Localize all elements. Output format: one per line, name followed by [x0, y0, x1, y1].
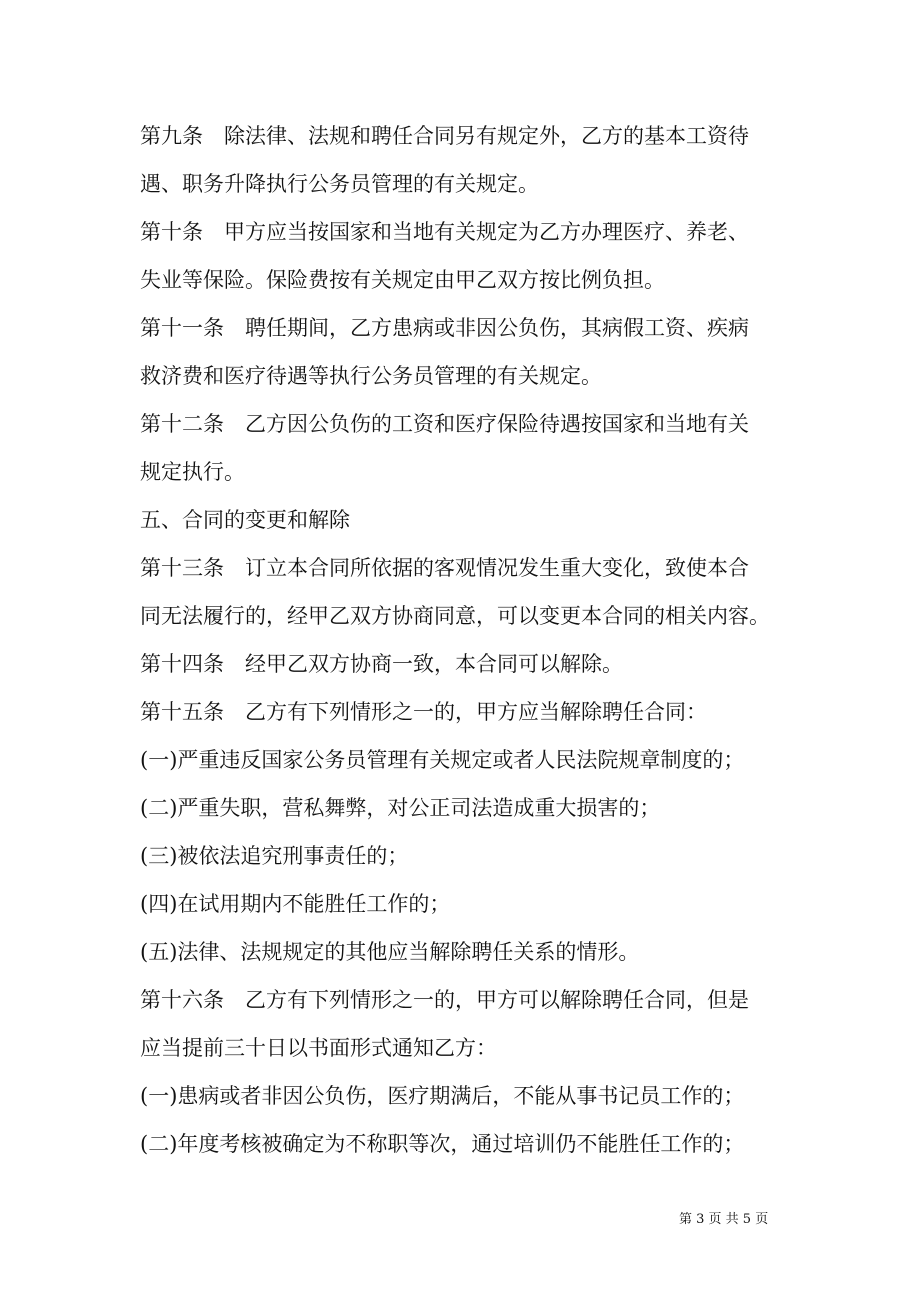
paragraph-line: 第十六条 乙方有下列情形之一的，甲方可以解除聘任合同，但是: [140, 988, 749, 1012]
paragraph-line: 第十五条 乙方有下列情形之一的，甲方应当解除聘任合同：: [140, 700, 707, 724]
paragraph-line: 应当提前三十日以书面形式通知乙方：: [140, 1036, 497, 1060]
paragraph-line: 遇、职务升降执行公务员管理的有关规定。: [140, 172, 539, 196]
paragraph-line: 第十一条 聘任期间，乙方患病或非因公负伤，其病假工资、疾病: [140, 316, 749, 340]
paragraph-line: 第十条 甲方应当按国家和当地有关规定为乙方办理医疗、养老、: [140, 220, 749, 244]
paragraph-line: 第九条 除法律、法规和聘任合同另有规定外，乙方的基本工资待: [140, 124, 749, 148]
paragraph-line: 第十四条 经甲乙双方协商一致，本合同可以解除。: [140, 652, 623, 676]
list-item: (四)在试用期内不能胜任工作的；: [140, 892, 451, 916]
section-heading: 五、合同的变更和解除: [140, 508, 350, 532]
paragraph-line: 第十二条 乙方因公负伤的工资和医疗保险待遇按国家和当地有关: [140, 412, 749, 436]
paragraph-line: 同无法履行的，经甲乙双方协商同意，可以变更本合同的相关内容。: [140, 604, 770, 628]
paragraph-line: 救济费和医疗待遇等执行公务员管理的有关规定。: [140, 364, 602, 388]
paragraph-line: 规定执行。: [140, 460, 245, 484]
page-number-footer: 第 3 页 共 5 页: [679, 1212, 769, 1227]
paragraph-line: 第十三条 订立本合同所依据的客观情况发生重大变化，致使本合: [140, 556, 749, 580]
list-item: (五)法律、法规规定的其他应当解除聘任关系的情形。: [140, 940, 640, 964]
document-body: [140, 112, 800, 1168]
list-item: (二)年度考核被确定为不称职等次，通过培训仍不能胜任工作的；: [140, 1132, 745, 1156]
list-item: (三)被依法追究刑事责任的；: [140, 844, 409, 868]
list-item: (一)严重违反国家公务员管理有关规定或者人民法院规章制度的；: [140, 748, 745, 772]
list-item: (一)患病或者非因公负伤，医疗期满后，不能从事书记员工作的；: [140, 1084, 745, 1108]
paragraph-line: 失业等保险。保险费按有关规定由甲乙双方按比例负担。: [140, 268, 665, 292]
list-item: (二)严重失职，营私舞弊，对公正司法造成重大损害的；: [140, 796, 661, 820]
